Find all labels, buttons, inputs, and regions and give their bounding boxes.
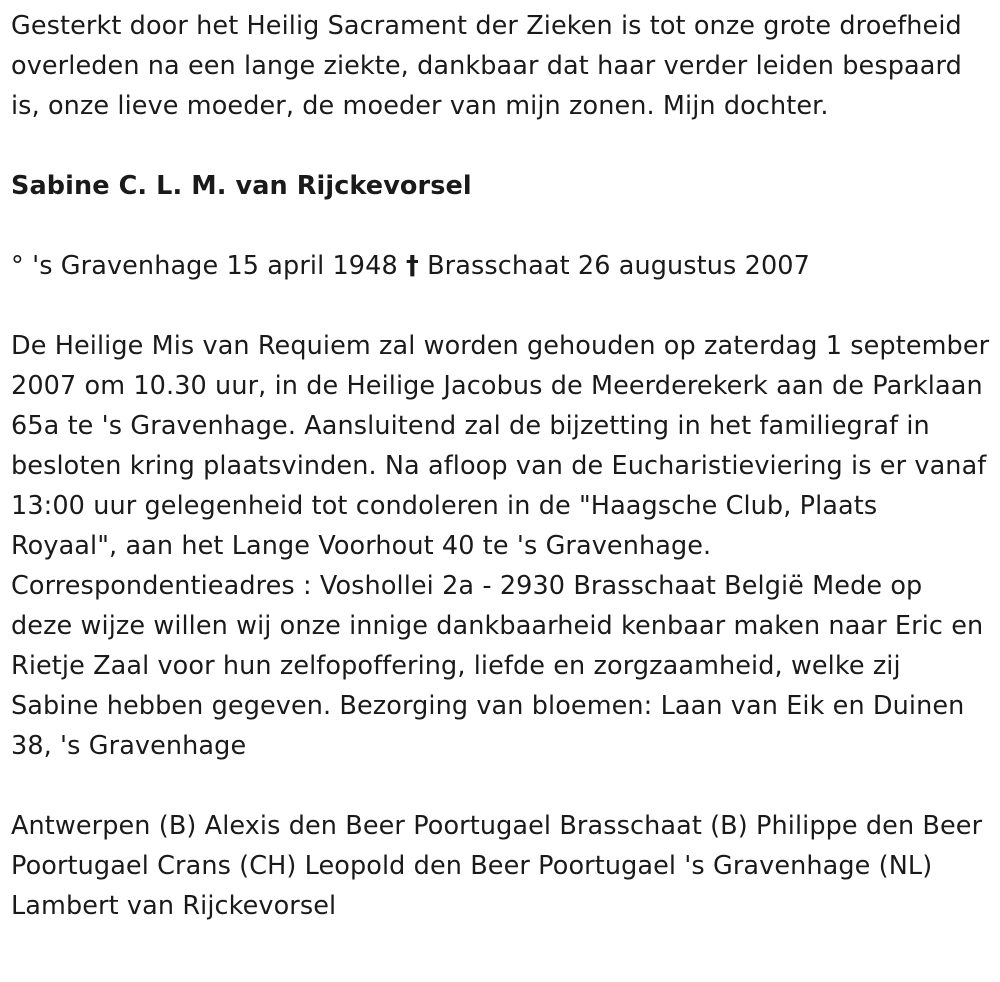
cross-icon: † — [406, 251, 419, 281]
death-notice — [11, 6, 991, 926]
life-dates — [11, 246, 991, 286]
intro-paragraph: Gesterkt door het Heilig Sacrament der Zieken is tot onze grote droefheid overleden na een lange ziekte, dankbaar dat haar verder leiden bespaard is, onze lieve moeder, de moeder van mijn zonen. Mijn dochter. — [11, 11, 962, 121]
birth-symbol: ° — [11, 251, 24, 281]
death-info: Brasschaat 26 augustus 2007 — [427, 251, 810, 281]
family-paragraph: Antwerpen (B) Alexis den Beer Poortugael Brasschaat (B) Philippe den Beer Poortugael Crans (CH) Leopold den Beer Poortugael 's Gravenhage (NL) Lambert van Rijckevorsel — [11, 811, 983, 921]
birth-info: 's Gravenhage 15 april 1948 — [32, 251, 398, 281]
ceremony-paragraph: De Heilige Mis van Requiem zal worden gehouden op zaterdag 1 september 2007 om 10.30 uur, in de Heilige Jacobus de Meerderekerk aan de Parklaan 65a te 's Gravenhage. Aansluitend zal de bijzetting in het familiegraf in besloten kring plaatsvinden. Na afloop van de Eucharistieviering is er vanaf 13:00 uur gelegenheid tot condoleren in de "Haagsche Club, Plaats Royaal", aan het Lange Voorhout 40 te 's Gravenhage. Correspondentieadres : Voshollei 2a - 2930 Brasschaat België Mede op deze wijze willen wij onze innige dankbaarheid kenbaar maken naar Eric en Rietje Zaal voor hun zelfopoffering, liefde en zorgzaamheid, welke zij Sabine hebben gegeven. Bezorging van bloemen: Laan van Eik en Duinen 38, 's Gravenhage — [11, 331, 990, 761]
deceased-name: Sabine C. L. M. van Rijckevorsel — [11, 171, 472, 201]
